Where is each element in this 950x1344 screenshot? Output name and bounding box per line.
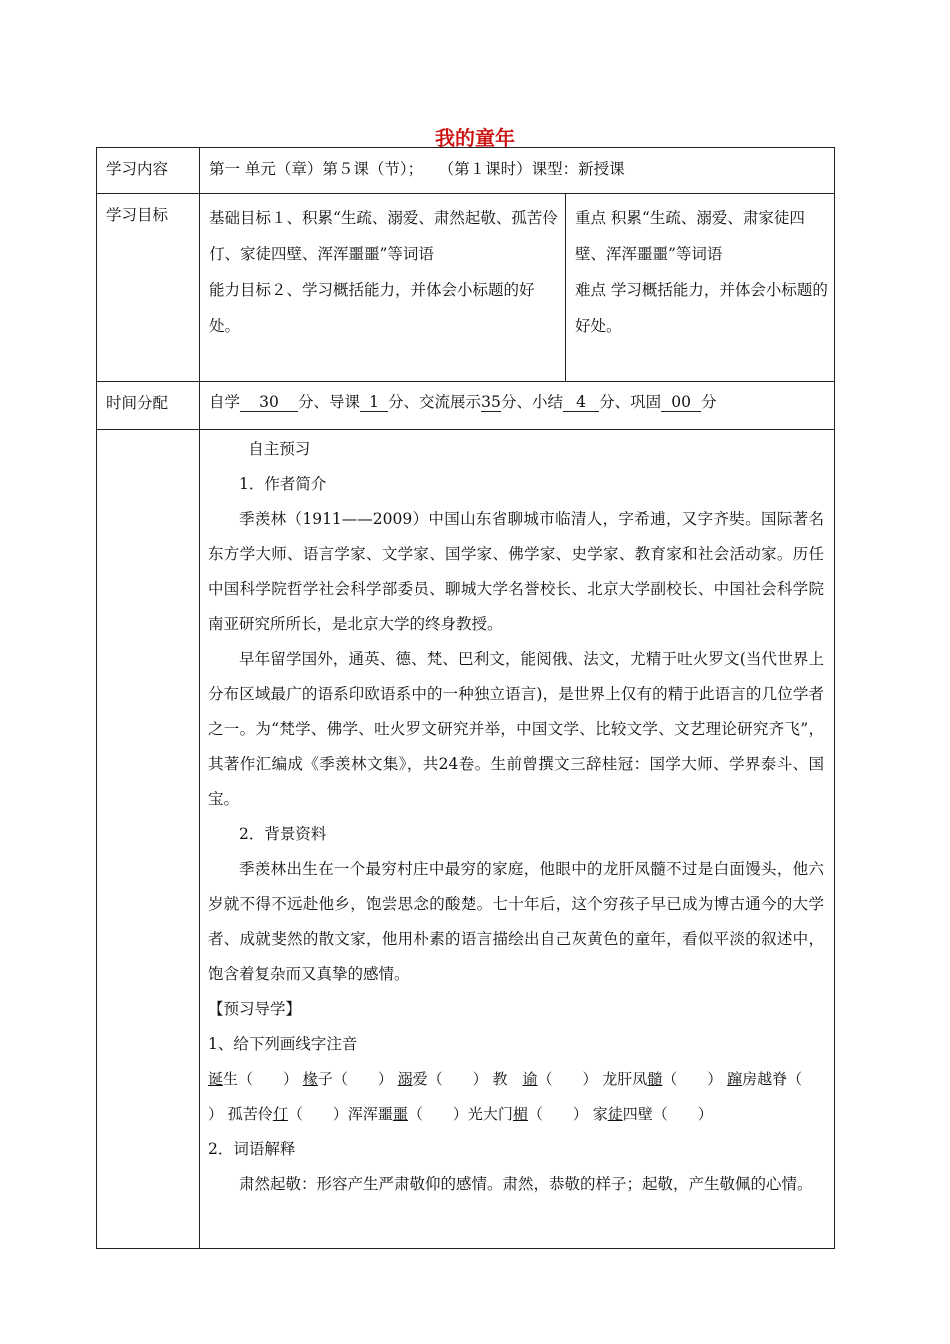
guide-heading: 【预习导学】 <box>208 1000 302 1018</box>
consolidate-label: 分、巩固 <box>599 393 662 411</box>
word-1-underlined: 诞 <box>208 1070 224 1088</box>
key-points-cell <box>566 194 835 382</box>
body-label-empty <box>97 430 200 1249</box>
word-4-prefix: 教 <box>492 1070 523 1088</box>
lesson-plan-table <box>96 147 835 1249</box>
exchange-minutes: 35 <box>481 393 501 411</box>
definition-paragraph: 肃然起敬：形容产生严肃敬仰的感情。肃然，恭敬的样子；起敬，产生敬佩的心情。 <box>239 1175 813 1193</box>
word-6-underlined: 蹿 <box>727 1070 743 1088</box>
row-content <box>97 148 835 194</box>
key-point: 重点 积累“生疏、溺爱、肃家徒四壁、浑浑噩噩”等词语 <box>575 209 805 263</box>
exchange-label: 分、交流展示 <box>388 393 482 411</box>
row-goals <box>97 194 835 382</box>
goal-ability: 能力目标２、学习概括能力，并体会小标题的好处。 <box>209 281 535 335</box>
word-4-rest: （ ） <box>537 1070 598 1088</box>
summary-label: 分、小结 <box>501 393 564 411</box>
section-background-title: 2．背景资料 <box>239 825 327 843</box>
section-heading: 自主预习 <box>248 440 311 458</box>
row-time <box>97 382 835 430</box>
word-9-prefix: 光大门 <box>467 1105 513 1123</box>
word-4-underlined: 谕 <box>522 1070 538 1088</box>
line-2-start: ） <box>208 1105 224 1123</box>
word-8-rest: （ ） <box>407 1105 468 1123</box>
row-body <box>97 430 835 1249</box>
author-paragraph-1: 季羡林（1911——2009）中国山东省聊城市临清人，字希逋，又字齐奘。国际著名东方学大师、语言学家、文学家、国学家、佛学家、史学家、教育家和社会活动家。历任中国科学院哲学社会科学部委员、聊城大学名誉校长、北京大学副校长、中国社会科学院南亚研究所所长，是北京大学的终身教授。 <box>208 510 824 633</box>
goals-cell <box>200 194 566 382</box>
word-2-rest: 子（ ） <box>317 1070 393 1088</box>
word-3-underlined: 溺 <box>397 1070 413 1088</box>
word-8-underlined: 噩 <box>392 1105 408 1123</box>
word-7-prefix: 孤苦伶 <box>227 1105 273 1123</box>
label-content: 学习内容 <box>97 148 200 194</box>
word-10-prefix: 家 <box>592 1105 608 1123</box>
word-6-rest: 房越脊（ <box>742 1070 803 1088</box>
guide-label: 分、导课 <box>298 393 361 411</box>
difficulty-point: 难点 学习概括能力，并体会小标题的好处。 <box>575 281 828 335</box>
author-paragraph-2: 早年留学国外，通英、德、梵、巴利文，能阅俄、法文，尤精于吐火罗文(当代世界上分布区域最广的语系印欧语系中的一种独立语言)，是世界上仅有的精于此语言的几位学者之一。为“梵学、佛学、吐火罗文研究并举，中国文学、比较文学、文艺理论研究齐飞”，其著作汇编成《季羡林文集》，共24卷。生前曾撰文三辞桂冠：国学大师、学界泰斗、国宝。 <box>208 650 824 808</box>
question-2-title: 2．词语解释 <box>208 1140 296 1158</box>
pinyin-exercise <box>208 1062 824 1132</box>
self-study-label: 自学 <box>209 393 241 411</box>
consolidate-minutes: 00 <box>661 393 701 412</box>
summary-minutes: 4 <box>563 393 599 412</box>
word-8-prefix: 浑浑噩 <box>347 1105 393 1123</box>
word-2-underlined: 椽 <box>302 1070 318 1088</box>
content-value: 第一 单元（章）第５课（节）； （第１课时）课型：新授课 <box>200 148 835 194</box>
word-3-rest: 爱（ ） <box>412 1070 488 1088</box>
question-1-title: 1、给下列画线字注音 <box>208 1035 358 1053</box>
word-5-underlined: 髓 <box>647 1070 663 1088</box>
word-7-rest: （ ） <box>287 1105 348 1123</box>
end-label: 分 <box>701 393 717 411</box>
label-goals: 学习目标 <box>97 194 200 382</box>
label-time: 时间分配 <box>97 382 200 430</box>
word-1-rest: 生（ ） <box>223 1070 299 1088</box>
time-allocation <box>200 382 835 430</box>
body-cell <box>200 430 835 1249</box>
section-author-title: 1．作者简介 <box>239 475 327 493</box>
word-7-underlined: 仃 <box>272 1105 288 1123</box>
word-5-rest: （ ） <box>662 1070 723 1088</box>
document-title: 我的童年 <box>435 126 515 150</box>
word-10-underlined: 徒 <box>607 1105 623 1123</box>
word-9-rest: （ ） <box>527 1105 588 1123</box>
background-paragraph: 季羡林出生在一个最穷村庄中最穷的家庭，他眼中的龙肝凤髓不过是白面馒头，他六岁就不得不远赴他乡，饱尝思念的酸楚。七十年后，这个穷孩子早已成为博古通今的大学者、成就斐然的散文家，他用朴素的语言描绘出自己灰黄色的童年，看似平淡的叙述中，饱含着复杂而又真挚的感情。 <box>208 860 824 983</box>
word-10-rest: 四壁（ ） <box>622 1105 713 1123</box>
word-9-underlined: 楣 <box>512 1105 528 1123</box>
guide-minutes: 1 <box>360 393 388 412</box>
goal-basic: 基础目标１、积累“生疏、溺爱、肃然起敬、孤苦伶仃、家徒四壁、浑浑噩噩”等词语 <box>209 209 558 263</box>
word-5-prefix: 龙肝凤 <box>602 1070 648 1088</box>
self-study-minutes: 30 <box>240 393 298 412</box>
